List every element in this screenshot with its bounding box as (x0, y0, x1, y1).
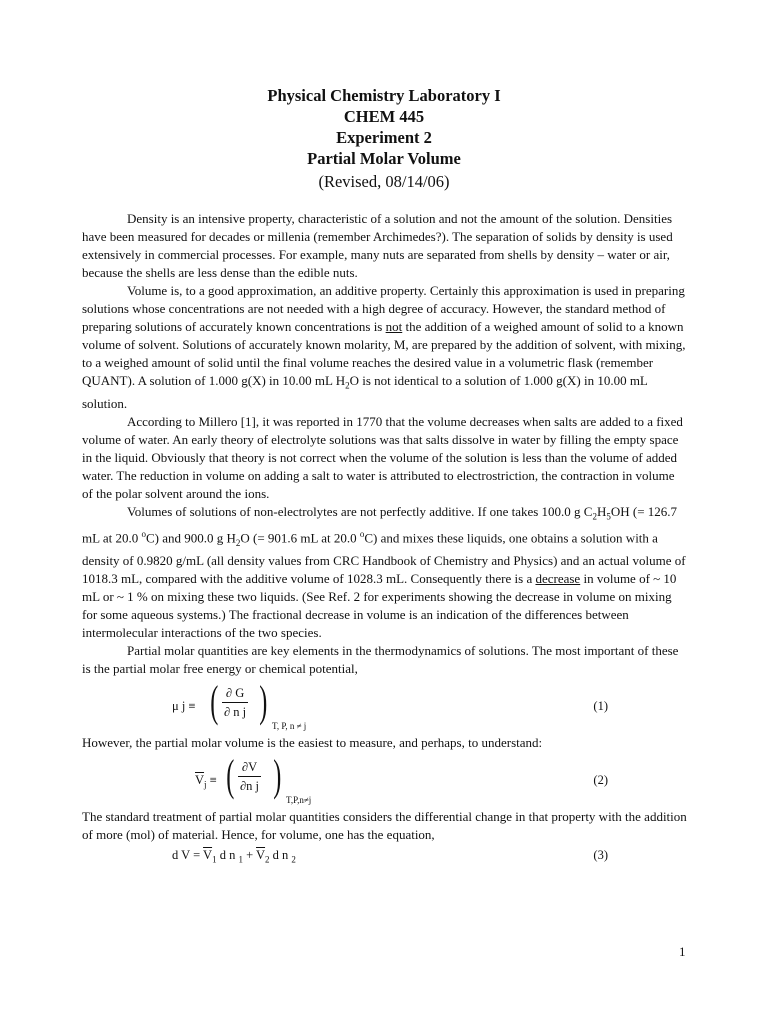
paragraph-non-electrolytes: Volumes of solutions of non-electrolytes are not perfectly additive. If one takes 100.0 g $C_2H_5OH$ (= 126.7 mL at 20.0 $^o$C) and 900.0 g $H_2O$ (= 901.6 mL at 20.0 $^o$C) and mixes these liquids, one obtains a solution with a density of 0.9820 g/mL (all density values from CRC Handbook of Chemistry and Physics) and an actual volume of 1018.3 mL, compared with the additive volume of 1028.3 mL. Consequently there is a decrease in volume of ~ 10 mL or ~ 1 % on mixing these two liquids. (See Ref. 2 for experiments showing the decrease in volume on mixing for some aqueous systems.) The fractional decrease in volume is an indication of the differences between intermolecular interactions of the two species. (82, 503, 686, 641)
eq3-number: (3) (593, 848, 608, 863)
paragraph-partial-volume: However, the partial molar volume is the easiest to measure, and perhaps, to understand: (82, 735, 543, 751)
underlined-decrease: decrease (535, 571, 581, 587)
paragraph-millero: According to Millero [1], it was reported in 1770 that the volume decreases when salts are added to a fixed volume of water. An early theory of electrolyte solutions was that salts dissolve in water by filling the empty space in the liquid. Obviously that theory is not correct when the volume of the solution is less than the volume of added water. The reduction in volume on adding a salt to water is attributed to electrostriction, the contraction in volume of the polar solvent around the ions. (82, 413, 683, 501)
title-block (0, 85, 768, 194)
equation-3 (82, 844, 688, 866)
eq2-fraction (238, 758, 261, 795)
equation-1: μ j ≡ ( $\frac{\partial G}{\text{∂ n j}}$ ) T, P, n ≠ j (1) (82, 678, 688, 734)
lab-title: Physical Chemistry Laboratory I (267, 86, 501, 105)
revision-date: (Revised, 08/14/06) (318, 172, 450, 191)
eq2-denominator: ∂n j (240, 779, 260, 794)
course-code: CHEM 445 (343, 107, 425, 126)
equation-2: $\overline{V}_j$ ≡ ( $\frac{\partial V}{\text{∂n j}}$ ) T,P,n≠j (2) (82, 752, 688, 808)
eq2-subscripts: T,P,n≠j (286, 795, 312, 806)
paragraph-standard-treatment: The standard treatment of partial molar quantities considers the differential change in that property with the addition of more (mol) of material. Hence, for volume, one has the equation, (82, 809, 687, 843)
paragraph-partial-molar: Partial molar quantities are key elements in the thermodynamics of solutions. The most important of these is the partial molar free energy or chemical potential, (82, 643, 679, 677)
experiment-title: Partial Molar Volume (307, 149, 461, 168)
eq2-numerator: ∂V (238, 758, 261, 777)
eq1-numerator: ∂ G (222, 684, 248, 703)
eq1-lhs: μ j ≡ (172, 699, 196, 714)
experiment-number: Experiment 2 (336, 128, 432, 147)
page-number: 1 (679, 944, 686, 959)
paragraph-volume: Volume is, to a good approximation, an additive property. Certainly this approximation is used in preparing solutions whose concentrations are not needed with a high degree of accuracy. However, the standard method of preparing solutions of accurately known concentrations is not the addition of a weighed amount of solid to a known volume of solvent. Solutions of accurately known molarity, M, are prepared by the addition of solvent, with mixing, to a weighed amount of solid until the final volume reaches the desired value in a volumetric flask (remember QUANT). A solution of 1.000 g(X) in 10.00 mL $H_2O$ is not identical to a solution of 1.000 g(X) in 10.00 mL solution. (82, 283, 686, 411)
eq2-number: (2) (593, 773, 608, 788)
eq1-number: (1) (593, 699, 608, 714)
eq2-lhs: $\overline{V}_j$ ≡ (195, 773, 217, 790)
document-body (82, 210, 688, 866)
eq1-fraction (222, 684, 248, 721)
paragraph-density: Density is an intensive property, characteristic of a solution and not the amount of the solution. Densities have been measured for decades or millenia (remember Archimedes?). The separation of solids by density is used extensively in commercial processes. For example, many nuts are separated from shells by density – water or air, because the shells are less dense than the edible nuts. (82, 211, 673, 280)
underlined-not: not (385, 319, 403, 334)
eq1-subscripts: T, P, n ≠ j (272, 721, 307, 732)
eq3-expression: d $V = \overline{V}_1$ d n $_1 + \overline{V}_2$ d n $_2$ (172, 848, 296, 865)
eq1-denominator: ∂ n j (224, 705, 247, 720)
